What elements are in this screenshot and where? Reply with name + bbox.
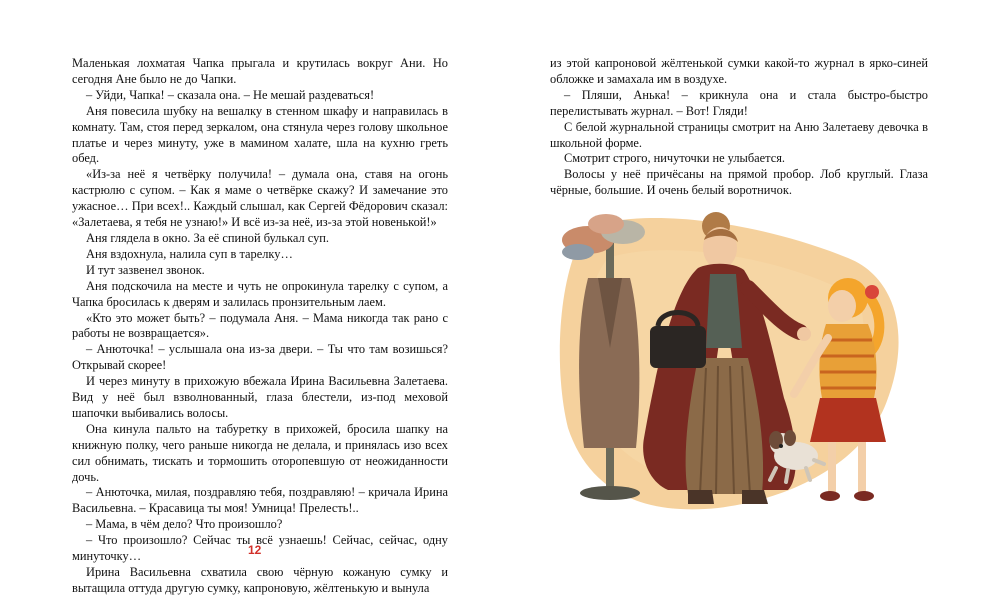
paragraph: – Пляши, Анька! – крикнула она и стала быстро-быстро перелистывать журнал. – Вот! Гляди! xyxy=(550,87,928,118)
left-page-text xyxy=(72,56,448,597)
paragraph: из этой капроновой жёлтенькой сумки какой-то журнал в ярко-синей обложке и замахала им в воздухе. xyxy=(550,56,928,86)
paragraph: – Уйди, Чапка! – сказала она. – Не мешай раздеваться! xyxy=(86,87,375,102)
right-page-text xyxy=(550,56,928,199)
paragraph: Аня подскочила на месте и чуть не опрокинула тарелку с супом, а Чапка бросилась к дверям и залилась пронзительным лаем. xyxy=(72,278,448,309)
paragraph: – Мама, в чём дело? Что произошло? xyxy=(86,517,283,532)
paragraph: С белой журнальной страницы смотрит на Аню Залетаеву девочка в школьной форме. xyxy=(550,119,928,150)
paragraph: – Анюточка, милая, поздравляю тебя, поздравляю! – кричала Ирина Васильевна. – Красавица ты моя! Умница! Прелесть!.. xyxy=(72,485,448,516)
illustration-art xyxy=(548,198,914,522)
story-illustration xyxy=(548,198,914,522)
paragraph: Аня глядела в окно. За её спиной булькал суп. xyxy=(86,230,329,245)
paragraph: Смотрит строго, ничуточки не улыбается. xyxy=(564,151,786,166)
paragraph: «Кто это может быть? – подумала Аня. – Мама никогда так рано с работы не возвращается». xyxy=(72,310,448,341)
paragraph: Волосы у неё причёсаны на прямой пробор. Лоб круглый. Глаза чёрные, большие. И очень белый воротничок. xyxy=(550,167,928,198)
paragraph: – Что произошло? Сейчас ты всё узнаешь! Сейчас, сейчас, одну минуточку… xyxy=(72,533,448,564)
paragraph: – Анюточка! – услышала она из-за двери. – Ты что там возишься? Открывай скорее! xyxy=(72,342,448,373)
paragraph: Аня вздохнула, налила суп в тарелку… xyxy=(86,246,293,261)
paragraph: Она кинула пальто на табуретку в прихожей, бросила шапку на книжную полку, чего раньше никогда не делала, и принялась изо всех сил обнимать, тискать и тормошить оторопевшую от неожиданности дочь. xyxy=(72,421,448,484)
paragraph: Маленькая лохматая Чапка прыгала и крутилась вокруг Ани. Но сегодня Ане было не до Чапки. xyxy=(72,56,448,86)
paragraph: Ирина Васильевна схватила свою чёрную кожаную сумку и вытащила оттуда другую сумку, капроновую, жёлтенькую и вынула xyxy=(72,565,448,595)
paragraph: «Из-за неё я четвёрку получила! – думала она, ставя на огонь кастрюлю с супом. – Как я маме о четвёрке скажу? И замечание это ужасное… При всех!.. Каждый слышал, как Сергей Фёдорович сказал: «Залетаева, я тебя не узнаю!» И всё из-за неё, из-за этой новенькой!» xyxy=(72,167,448,230)
paragraph: Аня повесила шубку на вешалку в стенном шкафу и направилась в комнату. Там, стоя перед зеркалом, она стянула через голову школьное платье и через минуту, уже в мамином халате, шла на кухню греть обед. xyxy=(72,103,448,166)
paragraph: И через минуту в прихожую вбежала Ирина Васильевна Залетаева. Вид у неё был взволнованный, глаза блестели, из-под меховой шапочки выбивались волосы. xyxy=(72,374,448,420)
page-number: 12 xyxy=(248,543,262,557)
paragraph: И тут зазвенел звонок. xyxy=(86,262,205,277)
